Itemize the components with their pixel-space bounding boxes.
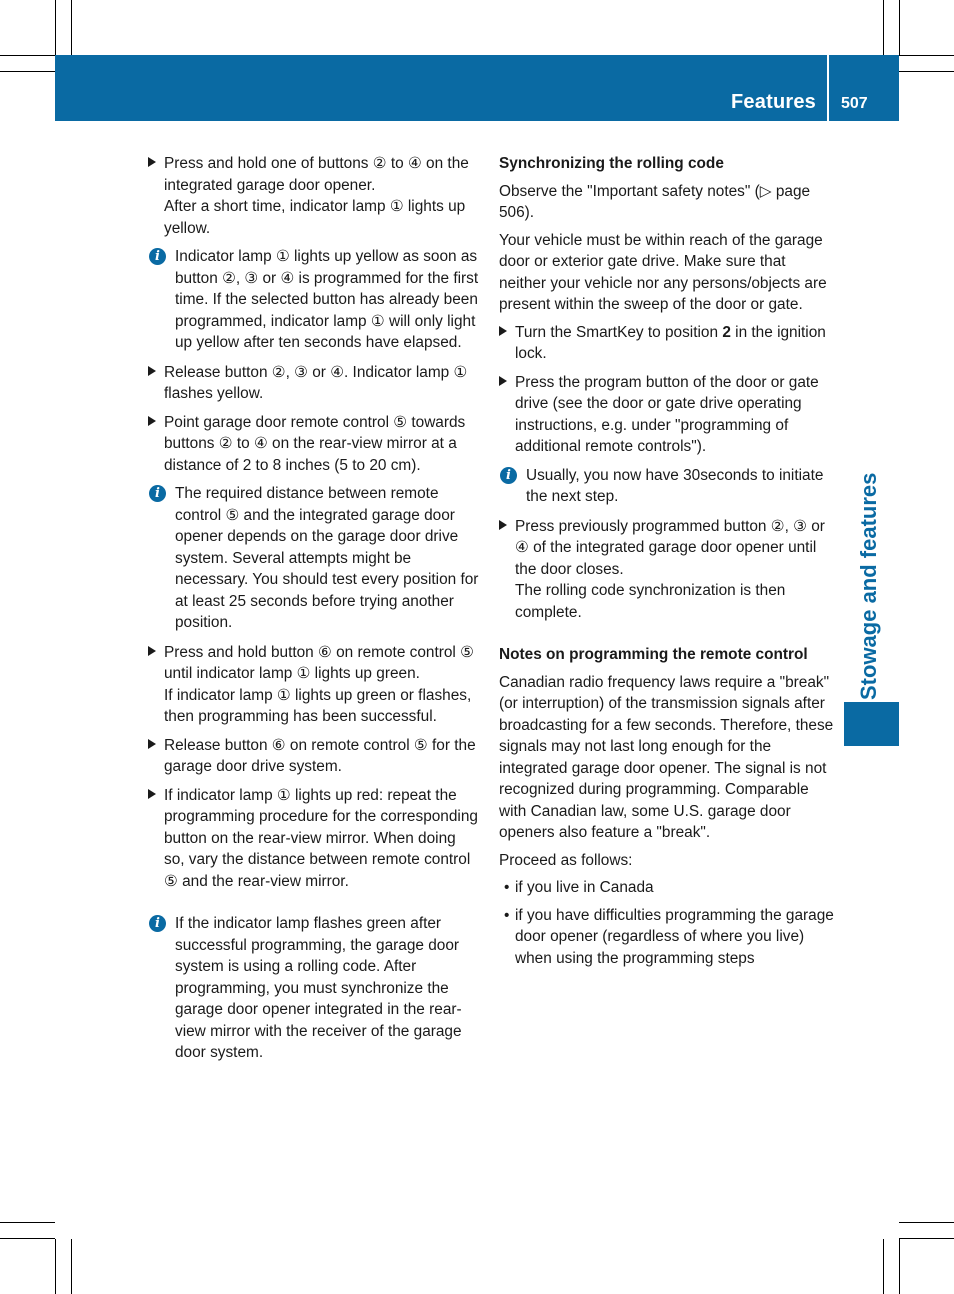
crop-mark bbox=[71, 0, 72, 55]
spacer bbox=[148, 899, 480, 913]
info-icon: i bbox=[149, 915, 166, 932]
step-arrow-icon bbox=[148, 416, 156, 426]
crop-mark bbox=[899, 1238, 954, 1239]
instruction-step bbox=[148, 412, 480, 477]
info-icon: i bbox=[149, 485, 166, 502]
step-arrow-icon bbox=[148, 789, 156, 799]
step-arrow-icon bbox=[148, 157, 156, 167]
instruction-step bbox=[148, 362, 480, 405]
step-text: If indicator lamp ① lights up red: repeat the programming procedure for the corresponding button on the rear-view mirror. When doing so, vary the distance between remote control ⑤ and the rear-view mirror. bbox=[164, 786, 478, 890]
crop-mark bbox=[899, 1222, 954, 1223]
list-item-text: if you have difficulties programming the garage door opener (regardless of where you live) when using the programming steps bbox=[515, 906, 834, 967]
crop-mark bbox=[883, 1239, 884, 1294]
paragraph: Canadian radio frequency laws require a "break" (or interruption) of the transmission signals after broadcasting for a few seconds. Therefore, these signals may not last long enough for the integrated garage door opener. The signal is not recognized during programming. Comparable with Canadian law, some U.S. garage door openers also feature a "break". bbox=[499, 673, 834, 841]
crop-mark bbox=[899, 71, 954, 72]
step-text: Press previously programmed button ②, ③ or ④ of the integrated garage door opener until the door closes. bbox=[515, 517, 825, 578]
info-note bbox=[148, 246, 480, 354]
crop-mark bbox=[0, 71, 55, 72]
instruction-step bbox=[499, 322, 834, 365]
step-text: Point garage door remote control ⑤ towards buttons ② to ④ on the rear-view mirror at a distance of 2 to 8 inches (5 to 20 cm). bbox=[164, 413, 466, 474]
left-column bbox=[148, 153, 480, 1072]
instruction-step bbox=[148, 153, 480, 239]
step-text: Release button ②, ③ or ④. Indicator lamp ① flashes yellow. bbox=[164, 363, 468, 402]
step-result: The rolling code synchronization is then complete. bbox=[515, 582, 786, 621]
info-text: Indicator lamp ① lights up yellow as soon as button ②, ③ or ④ is programmed for the first time. If the selected button has already been programmed, indicator lamp ① will only light up yellow after ten seconds have elapsed. bbox=[175, 248, 479, 351]
crop-mark bbox=[0, 55, 55, 56]
safety-reference: Observe the "Important safety notes" (▷ page 506). bbox=[499, 182, 811, 221]
info-note bbox=[499, 465, 834, 508]
step-result: After a short time, indicator lamp ① lights up yellow. bbox=[164, 198, 466, 237]
info-note bbox=[148, 483, 480, 634]
step-arrow-icon bbox=[148, 366, 156, 376]
info-text: If the indicator lamp flashes green after successful programming, the garage door system is using a rolling code. After programming, you must synchronize the garage door opener integrated in the rear-view mirror with the receiver of the garage door system. bbox=[175, 915, 462, 1061]
bullet-icon: • bbox=[504, 906, 510, 924]
page-header bbox=[55, 55, 899, 121]
crop-mark bbox=[0, 1222, 55, 1223]
step-result: If indicator lamp ① lights up green or flashes, then programming has been successful. bbox=[164, 686, 472, 725]
instruction-step bbox=[499, 516, 834, 624]
step-arrow-icon bbox=[499, 376, 507, 386]
position-number: 2 bbox=[722, 323, 731, 341]
section-title: Features bbox=[731, 91, 816, 113]
step-arrow-icon bbox=[499, 520, 507, 530]
crop-mark bbox=[0, 1238, 55, 1239]
info-note bbox=[148, 913, 480, 1064]
crop-mark bbox=[899, 1239, 900, 1294]
chapter-tab-marker bbox=[844, 702, 899, 746]
chapter-side-label: Stowage and features bbox=[856, 472, 881, 700]
spacer bbox=[499, 630, 834, 644]
step-arrow-icon bbox=[148, 739, 156, 749]
instruction-step bbox=[499, 372, 834, 458]
instruction-step bbox=[148, 785, 480, 893]
step-arrow-icon bbox=[148, 646, 156, 656]
step-text: in the ignition lock. bbox=[515, 323, 826, 362]
info-text: The required distance between remote control ⑤ and the integrated garage door opener depends on the garage door drive system. Several attempts might be necessary. You should test every position for at least 25 seconds before trying another position. bbox=[175, 485, 479, 631]
crop-mark bbox=[71, 1239, 72, 1294]
instruction-step bbox=[148, 642, 480, 728]
bullet-icon: • bbox=[504, 879, 510, 896]
list-item-text: if you live in Canada bbox=[515, 879, 654, 896]
right-column bbox=[499, 153, 834, 975]
header-divider bbox=[827, 55, 829, 121]
crop-mark bbox=[55, 1239, 56, 1294]
crop-mark bbox=[899, 0, 900, 55]
info-icon: i bbox=[500, 467, 517, 484]
list-item bbox=[499, 905, 834, 970]
list-item bbox=[499, 877, 834, 899]
step-text: Press the program button of the door or gate drive (see the door or gate drive operating instructions, e.g. under "programming of additional remote controls"). bbox=[515, 373, 819, 455]
crop-mark bbox=[883, 0, 884, 55]
crop-mark bbox=[55, 0, 56, 55]
step-text: Release button ⑥ on remote control ⑤ for the garage door drive system. bbox=[164, 736, 476, 775]
step-text: Press and hold button ⑥ on remote control ⑤ until indicator lamp ① lights up green. bbox=[164, 643, 474, 682]
step-text: Press and hold one of buttons ② to ④ on the integrated garage door opener. bbox=[164, 155, 469, 194]
step-arrow-icon bbox=[499, 326, 507, 336]
paragraph: Proceed as follows: bbox=[499, 851, 633, 869]
step-text: Turn the SmartKey to position bbox=[515, 323, 723, 341]
section-heading: Synchronizing the rolling code bbox=[499, 155, 724, 172]
section-heading: Notes on programming the remote control bbox=[499, 646, 808, 663]
info-text: Usually, you now have 30seconds to initiate the next step. bbox=[526, 466, 824, 505]
instruction-step bbox=[148, 735, 480, 778]
crop-mark bbox=[899, 55, 954, 56]
page-number: 507 bbox=[841, 95, 868, 112]
paragraph: Your vehicle must be within reach of the garage door or exterior gate drive. Make sure that neither your vehicle nor any persons/objects are present within the sweep of the door or gate. bbox=[499, 231, 827, 313]
info-icon: i bbox=[149, 248, 166, 265]
